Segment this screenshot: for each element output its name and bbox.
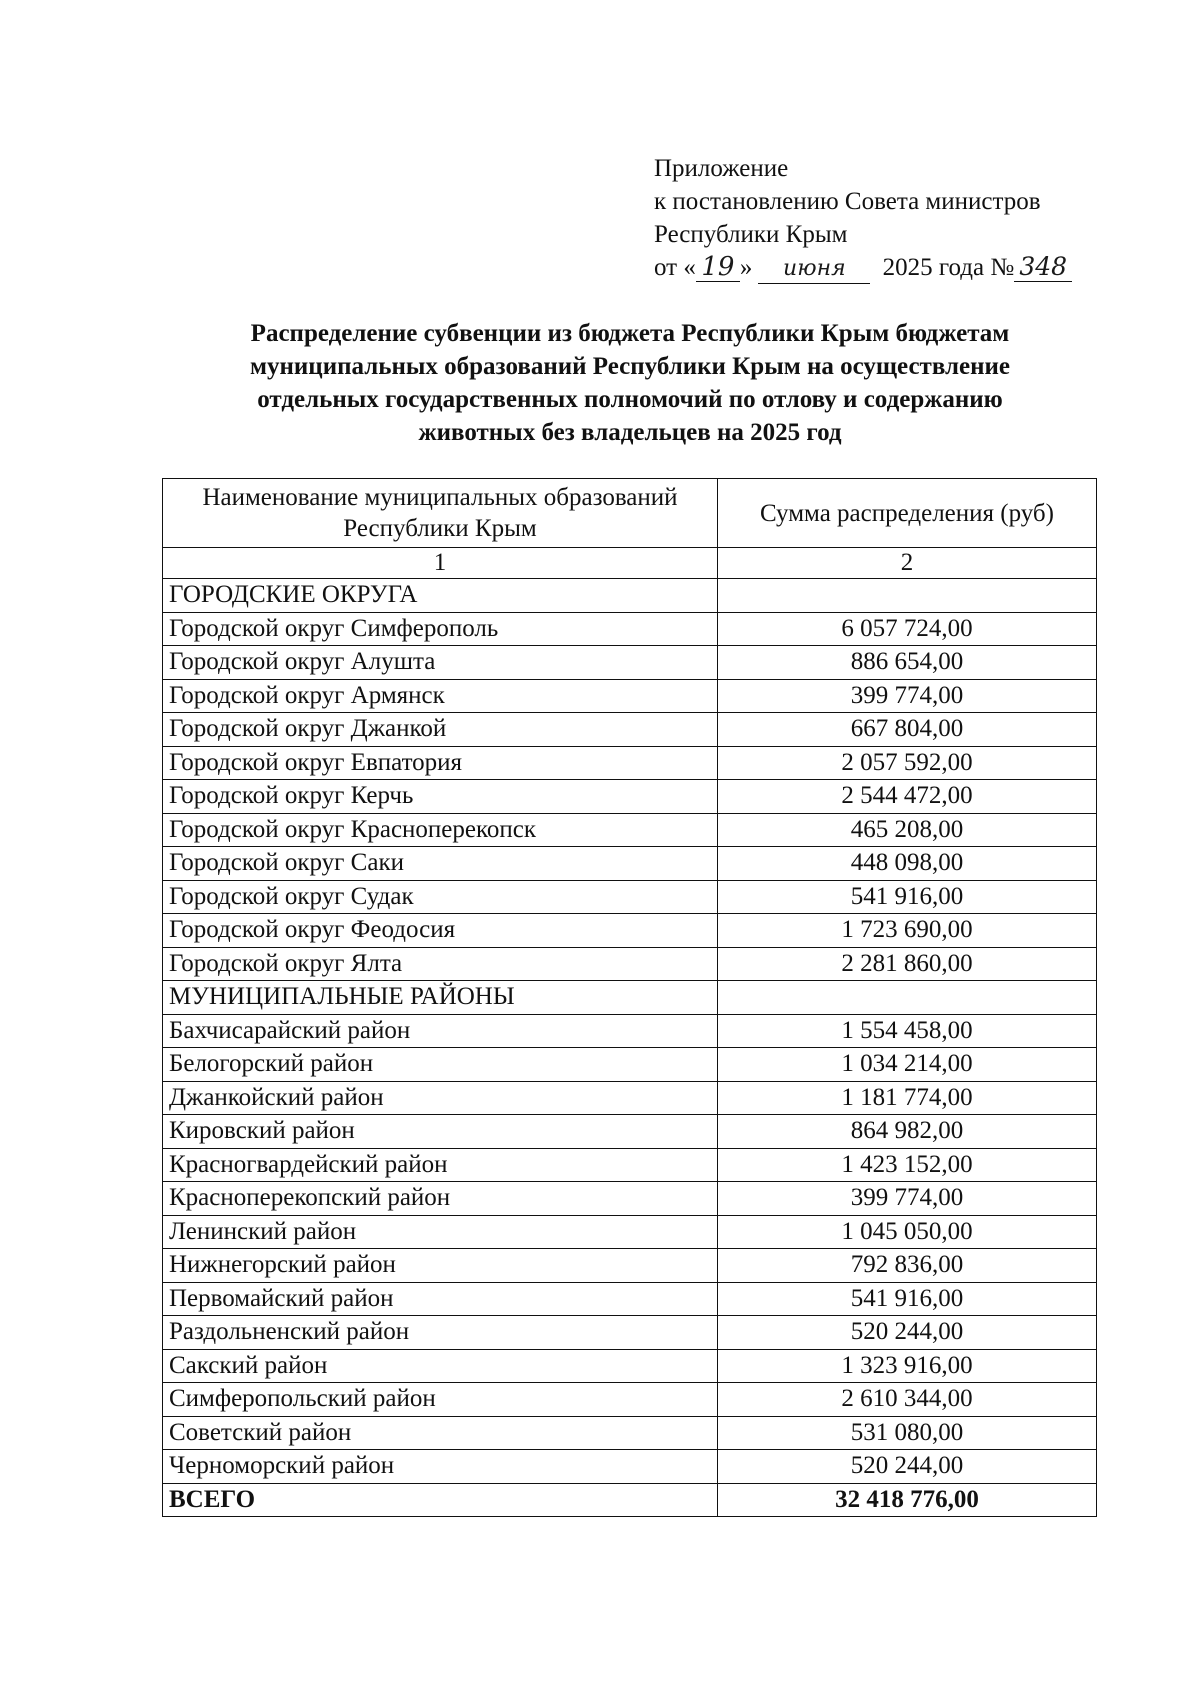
total-amount: 32 418 776,00 [718, 1483, 1097, 1517]
table-row [163, 746, 1097, 780]
header-municipality: Наименование муниципальных образований Республики Крым [163, 479, 718, 548]
amount-cell: 886 654,00 [718, 646, 1097, 680]
municipality-name: Белогорский район [163, 1048, 718, 1082]
title-line: муниципальных образований Республики Крым на осуществление [249, 353, 1011, 380]
table-row [163, 1048, 1097, 1082]
table-row [163, 1081, 1097, 1115]
municipality-name: Городской округ Саки [163, 847, 718, 881]
amount-cell: 1 045 050,00 [718, 1215, 1097, 1249]
amount-cell: 864 982,00 [718, 1115, 1097, 1149]
municipality-name: ГОРОДСКИЕ ОКРУГА [163, 579, 718, 613]
table-row [163, 1249, 1097, 1283]
amount-cell: 541 916,00 [718, 1282, 1097, 1316]
table-row [163, 1182, 1097, 1216]
amount-cell [718, 579, 1097, 613]
date-prefix: от « [654, 254, 696, 281]
distribution-table [162, 478, 1097, 1517]
amount-cell: 520 244,00 [718, 1316, 1097, 1350]
appendix-date-line [654, 251, 1094, 284]
column-number-2: 2 [718, 548, 1097, 579]
amount-cell: 1 554 458,00 [718, 1014, 1097, 1048]
municipality-name: Городской округ Евпатория [163, 746, 718, 780]
title-line: отдельных государственных полномочий по отлову и содержанию [257, 386, 1003, 413]
appendix-label: Приложение [654, 155, 789, 182]
title-line: животных без владельцев на 2025 год [418, 419, 842, 446]
table-row [163, 579, 1097, 613]
amount-cell: 399 774,00 [718, 679, 1097, 713]
table-row [163, 914, 1097, 948]
municipality-name: Джанкойский район [163, 1081, 718, 1115]
handwritten-month: июня [758, 255, 870, 284]
date-year: 2025 года № [882, 254, 1015, 281]
table-row [163, 1316, 1097, 1350]
document-title [160, 317, 1100, 449]
amount-cell: 2 544 472,00 [718, 780, 1097, 814]
municipality-name: Городской округ Алушта [163, 646, 718, 680]
amount-cell: 1 423 152,00 [718, 1148, 1097, 1182]
table-row [163, 813, 1097, 847]
municipality-name: Первомайский район [163, 1282, 718, 1316]
municipality-name: Красноперекопский район [163, 1182, 718, 1216]
municipality-name: Городской округ Судак [163, 880, 718, 914]
municipality-name: Нижнегорский район [163, 1249, 718, 1283]
appendix-republic: Республики Крым [654, 221, 848, 248]
municipality-name: Городской округ Симферополь [163, 612, 718, 646]
municipality-name: Советский район [163, 1416, 718, 1450]
amount-cell: 667 804,00 [718, 713, 1097, 747]
table-row [163, 847, 1097, 881]
header-amount: Сумма распределения (руб) [718, 479, 1097, 548]
municipality-name: Сакский район [163, 1349, 718, 1383]
table-row [163, 981, 1097, 1015]
amount-cell: 6 057 724,00 [718, 612, 1097, 646]
table-row [163, 1014, 1097, 1048]
amount-cell: 541 916,00 [718, 880, 1097, 914]
table-row [163, 1383, 1097, 1417]
table-row [163, 780, 1097, 814]
amount-cell: 399 774,00 [718, 1182, 1097, 1216]
total-row [163, 1483, 1097, 1517]
amount-cell: 448 098,00 [718, 847, 1097, 881]
amount-cell [718, 981, 1097, 1015]
column-number-row [163, 548, 1097, 579]
amount-cell: 2 610 344,00 [718, 1383, 1097, 1417]
table-header-row [163, 479, 1097, 548]
table-row [163, 947, 1097, 981]
municipality-name: Черноморский район [163, 1450, 718, 1484]
table-row [163, 1215, 1097, 1249]
amount-cell: 465 208,00 [718, 813, 1097, 847]
table-row [163, 1450, 1097, 1484]
amount-cell: 792 836,00 [718, 1249, 1097, 1283]
amount-cell: 2 281 860,00 [718, 947, 1097, 981]
amount-cell: 1 323 916,00 [718, 1349, 1097, 1383]
amount-cell: 1 181 774,00 [718, 1081, 1097, 1115]
municipality-name: Кировский район [163, 1115, 718, 1149]
table-row [163, 713, 1097, 747]
municipality-name: Раздольненский район [163, 1316, 718, 1350]
amount-cell: 2 057 592,00 [718, 746, 1097, 780]
municipality-name: Городской округ Джанкой [163, 713, 718, 747]
municipality-name: Городской округ Феодосия [163, 914, 718, 948]
appendix-header [654, 152, 1094, 284]
table-row [163, 1148, 1097, 1182]
municipality-name: Городской округ Ялта [163, 947, 718, 981]
handwritten-day: 19 [696, 253, 740, 282]
amount-cell: 1 034 214,00 [718, 1048, 1097, 1082]
amount-cell: 520 244,00 [718, 1450, 1097, 1484]
amount-cell: 1 723 690,00 [718, 914, 1097, 948]
table-row [163, 646, 1097, 680]
total-label: ВСЕГО [163, 1483, 718, 1517]
title-line: Распределение субвенции из бюджета Республики Крым бюджетам [250, 320, 1010, 347]
municipality-name: Городской округ Армянск [163, 679, 718, 713]
municipality-name: Ленинский район [163, 1215, 718, 1249]
appendix-resolution-ref: к постановлению Совета министров [654, 188, 1041, 215]
table-row [163, 1416, 1097, 1450]
table-row [163, 679, 1097, 713]
municipality-name: Симферопольский район [163, 1383, 718, 1417]
column-number-1: 1 [163, 548, 718, 579]
municipality-name: Городской округ Керчь [163, 780, 718, 814]
table-row [163, 880, 1097, 914]
table-row [163, 1349, 1097, 1383]
municipality-name: Бахчисарайский район [163, 1014, 718, 1048]
municipality-name: МУНИЦИПАЛЬНЫЕ РАЙОНЫ [163, 981, 718, 1015]
table-row [163, 1282, 1097, 1316]
handwritten-doc-number: 348 [1014, 253, 1072, 282]
table-row [163, 1115, 1097, 1149]
amount-cell: 531 080,00 [718, 1416, 1097, 1450]
date-quote-close: » [739, 254, 753, 281]
municipality-name: Красногвардейский район [163, 1148, 718, 1182]
table-row [163, 612, 1097, 646]
municipality-name: Городской округ Красноперекопск [163, 813, 718, 847]
